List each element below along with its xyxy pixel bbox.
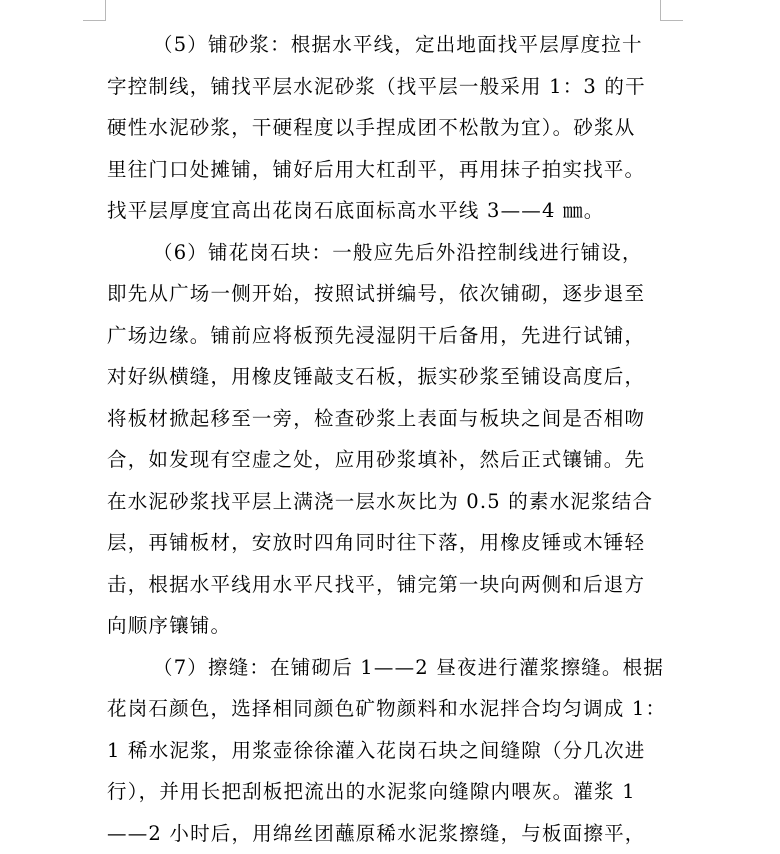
margin-corner-mark-left [83,0,106,21]
text-line: （7）擦缝：在铺砌后 1——2 昼夜进行灌浆擦缝。根据 [153,655,665,679]
text-line: 字控制线，铺找平层水泥砂浆（找平层一般采用 1：3 的干 [107,74,646,98]
text-line: 行），并用长把刮板把流出的水泥浆向缝隙内喂灰。灌浆 1 [107,780,636,803]
margin-corner-mark-right [660,0,683,21]
text-line: 合，如发现有空虚之处，应用砂浆填补，然后正式镶铺。先 [107,448,646,471]
text-line: 找平层厚度宜高出花岗石底面标高水平线 3——4 ㎜。 [107,199,605,222]
text-line: 即先从广场一侧开始，按照试拼编号，依次铺砌，逐步退至 [107,282,646,305]
document-body[interactable] [107,24,667,854]
text-line: 花岗石颜色，选择相同颜色矿物颜料和水泥拌合均匀调成 1： [107,697,667,720]
text-line: 1 稀水泥浆，用浆壶徐徐灌入花岗石块之间缝隙（分几次进 [107,738,646,762]
text-line: 硬性水泥砂浆，干硬程度以手捏成团不松散为宜）。砂浆从 [107,116,636,139]
text-line: 广场边缘。铺前应将板预先浸湿阴干后备用，先进行试铺， [107,323,646,347]
text-line: 将板材掀起移至一旁，检查砂浆上表面与板块之间是否相吻 [107,406,646,430]
text-line: 击，根据水平线用水平尺找平，铺完第一块向两侧和后退方 [107,572,646,596]
text-line: （6）铺花岗石块：一般应先后外沿控制线进行铺设， [153,240,643,264]
paragraph-step-5 [107,24,663,232]
text-line: 里往门口处摊铺，铺好后用大杠刮平，再用抹子拍实找平。 [107,157,646,181]
paragraph-step-6 [107,232,663,647]
paragraph-step-7 [107,647,667,854]
text-line: 在水泥砂浆找平层上满浇一层水灰比为 0.5 的素水泥浆结合 [107,489,654,513]
text-line: （5）铺砂浆：根据水平线，定出地面找平层厚度拉十 [153,33,643,56]
text-line: ——2 小时后，用绵丝团蘸原稀水泥浆擦缝，与板面擦平， [107,821,646,845]
text-line: 对好纵横缝，用橡皮锤敲支石板，振实砂浆至铺设高度后， [107,365,646,388]
text-line: 向顺序镶铺。 [107,614,232,637]
text-line: 层，再铺板材，安放时四角同时往下落，用橡皮锤或木锤轻 [107,531,646,554]
